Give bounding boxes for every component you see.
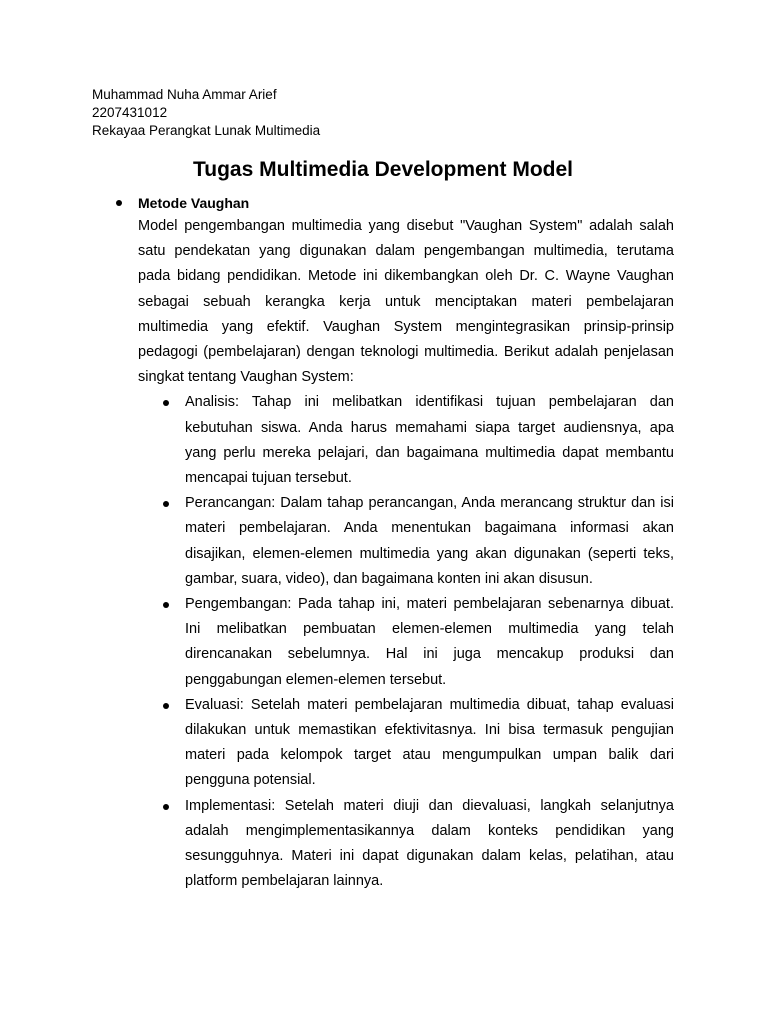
study-program: Rekayaa Perangkat Lunak Multimedia xyxy=(92,123,321,138)
phase-text: Perancangan: Dalam tahap perancangan, Anda merancang struktur dan isi materi pembelajaran. Anda menentukan bagaimana informasi akan disajikan, elemen-elemen multimedia yang akan digunakan (seperti teks, gambar, suara, video), dan bagaimana konten ini akan disusun. xyxy=(185,495,674,587)
document-title: Tugas Multimedia Development Model xyxy=(193,158,573,181)
phase-item-pengembangan xyxy=(138,592,674,693)
bullet-icon xyxy=(163,501,169,507)
phase-text: Pengembangan: Pada tahap ini, materi pembelajaran sebenarnya dibuat. Ini melibatkan pembuatan elemen-elemen multimedia yang telah direncanakan sebelumnya. Hal ini juga mencakup produksi dan penggabungan elemen-elemen tersebut. xyxy=(185,596,674,688)
section-heading: Metode Vaughan xyxy=(138,195,250,211)
phase-item-implementasi xyxy=(138,794,674,895)
phase-text: Analisis: Tahap ini melibatkan identifikasi tujuan pembelajaran dan kebutuhan siswa. Anda harus memahami siapa target audiensnya, apa yang perlu mereka pelajari, dan bagaimana multimedia dapat membantu mencapai tujuan tersebut. xyxy=(185,394,674,487)
phase-list xyxy=(138,390,674,894)
section-metode-vaughan xyxy=(92,192,674,894)
phase-text: Implementasi: Setelah materi diuji dan dievaluasi, langkah selanjutnya adalah mengimplementasikannya dalam konteks pendidikan yang sesungguhnya. Materi ini dapat digunakan dalam kelas, pelatihan, atau platform pembelajaran lainnya. xyxy=(185,797,674,890)
section-intro-paragraph: Model pengembangan multimedia yang disebut "Vaughan System" adalah salah satu pendekatan yang digunakan dalam pengembangan multimedia, terutama pada bidang pendidikan. Metode ini dikembangkan oleh Dr. C. Wayne Vaughan sebagai sebuah kerangka kerja untuk menciptakan materi pembelajaran multimedia yang efektif. Vaughan System mengintegrasikan prinsip-prinsip pedagogi (pembelajaran) dengan teknologi multimedia. Berikut adalah penjelasan singkat tentang Vaughan System: xyxy=(138,218,674,386)
bullet-icon xyxy=(163,804,169,810)
bullet-icon xyxy=(163,602,169,608)
student-id: 2207431012 xyxy=(92,105,168,120)
author-name: Muhammad Nuha Ammar Arief xyxy=(92,87,277,102)
bullet-icon xyxy=(163,703,169,709)
phase-text: Evaluasi: Setelah materi pembelajaran multimedia dibuat, tahap evaluasi dilakukan untuk memastikan efektivitasnya. Ini bisa termasuk pengujian materi pada kelompok target atau mengumpulkan umpan balik dari pengguna potensial. xyxy=(185,696,674,789)
phase-item-evaluasi xyxy=(138,693,674,794)
phase-item-perancangan xyxy=(138,491,674,592)
bullet-icon xyxy=(116,200,122,206)
bullet-icon xyxy=(163,400,169,406)
phase-item-analisis xyxy=(138,390,674,491)
